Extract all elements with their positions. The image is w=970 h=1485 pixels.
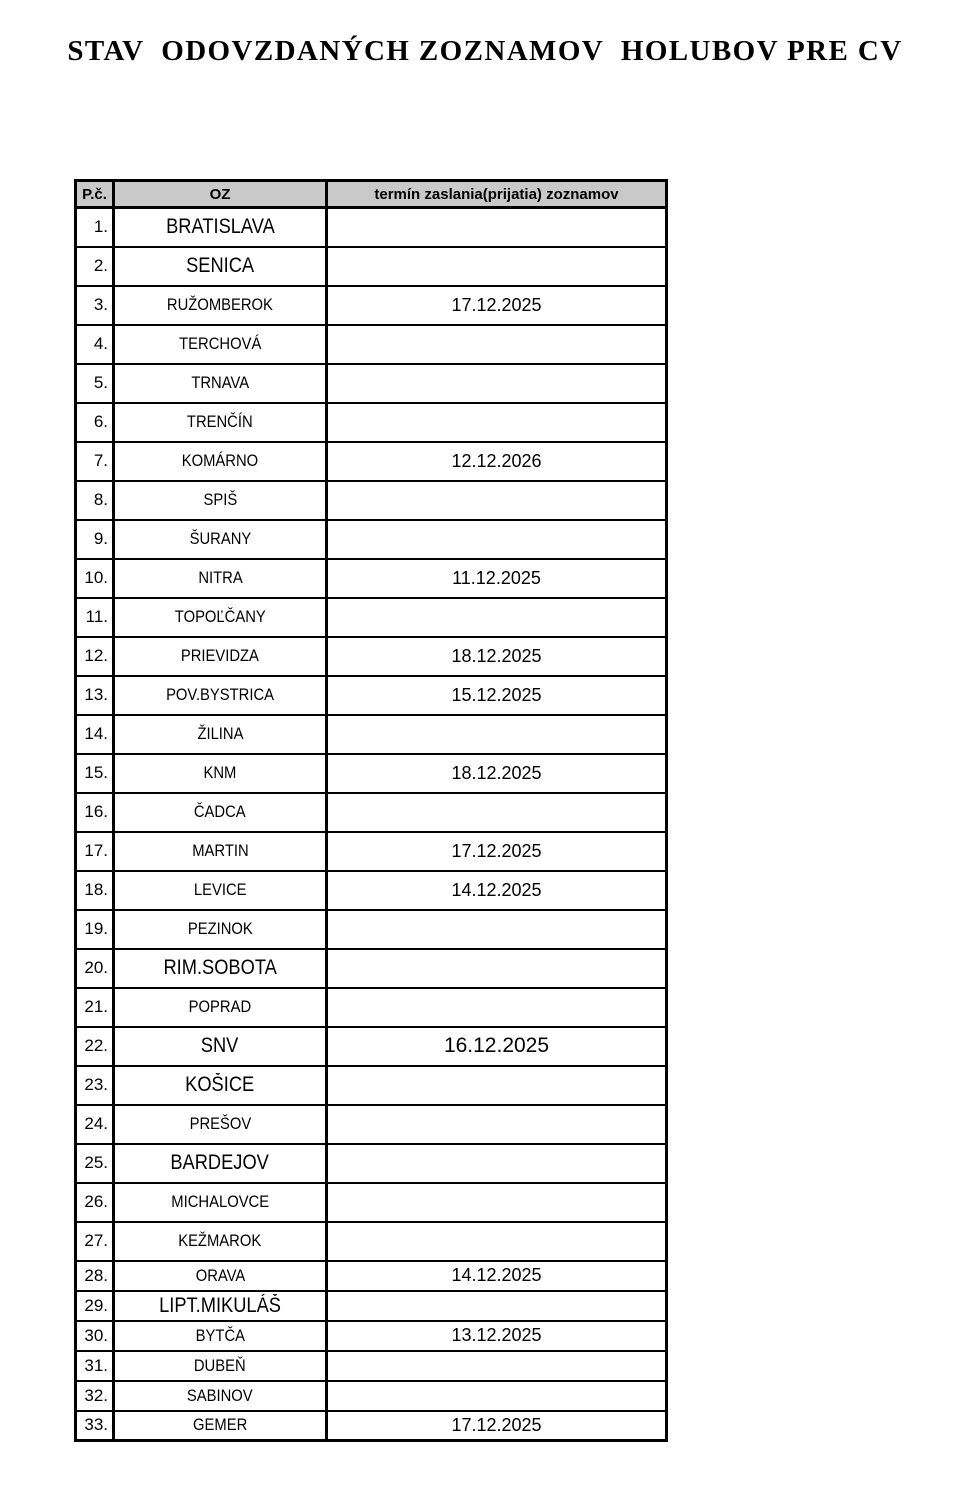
oz-name-text: SPIŠ [203, 490, 237, 509]
row-number: 4. [76, 325, 114, 364]
oz-name [114, 832, 327, 871]
oz-name-text: RUŽOMBEROK [166, 295, 274, 314]
oz-name [114, 1291, 327, 1321]
date-value [327, 988, 667, 1027]
row-number: 25. [76, 1144, 114, 1183]
oz-name [114, 676, 327, 715]
oz-name [114, 364, 327, 403]
date-value [327, 403, 667, 442]
row-number: 32. [76, 1381, 114, 1411]
date-value [327, 481, 667, 520]
date-value [327, 598, 667, 637]
oz-name [114, 1066, 327, 1105]
oz-name-text: SABINOV [187, 1385, 253, 1405]
oz-name [114, 1144, 327, 1183]
table-row [76, 1291, 667, 1321]
row-number: 30. [76, 1321, 114, 1351]
oz-name-text: LEVICE [193, 880, 247, 899]
oz-name [114, 1105, 327, 1144]
table-row [76, 910, 667, 949]
oz-name [114, 1261, 327, 1291]
date-value: 17.12.2025 [327, 286, 667, 325]
oz-name-text: KOŠICE [185, 1073, 255, 1096]
date-value [327, 208, 667, 247]
oz-name-text: MARTIN [191, 841, 249, 860]
row-number: 5. [76, 364, 114, 403]
table-row [76, 1222, 667, 1261]
date-value [327, 715, 667, 754]
oz-name-text: PEZINOK [187, 919, 253, 938]
date-value: 18.12.2025 [327, 637, 667, 676]
table-row [76, 949, 667, 988]
table-row [76, 520, 667, 559]
oz-name [114, 208, 327, 247]
date-value [327, 247, 667, 286]
table-row [76, 403, 667, 442]
header-oz: OZ [114, 181, 327, 208]
date-value: 17.12.2025 [327, 832, 667, 871]
header-date: termín zaslania(prijatia) zoznamov [327, 181, 667, 208]
table-body [76, 208, 667, 1441]
oz-name [114, 559, 327, 598]
row-number: 26. [76, 1183, 114, 1222]
row-number: 13. [76, 676, 114, 715]
oz-name-text: KOMÁRNO [181, 451, 259, 470]
date-value: 18.12.2025 [327, 754, 667, 793]
oz-name [114, 481, 327, 520]
oz-name [114, 637, 327, 676]
date-value: 14.12.2025 [327, 1261, 667, 1291]
oz-name [114, 403, 327, 442]
oz-name-text: SENICA [185, 254, 255, 277]
row-number: 24. [76, 1105, 114, 1144]
oz-name-text: NITRA [197, 568, 243, 587]
row-number: 1. [76, 208, 114, 247]
date-value: 13.12.2025 [327, 1321, 667, 1351]
oz-name-text: BARDEJOV [170, 1151, 270, 1174]
date-value [327, 1291, 667, 1321]
date-value: 16.12.2025 [327, 1027, 667, 1066]
oz-name-text: ORAVA [195, 1265, 245, 1285]
oz-name [114, 793, 327, 832]
oz-name-text: POV.BYSTRICA [166, 685, 274, 704]
oz-name [114, 949, 327, 988]
date-value [327, 1066, 667, 1105]
table-row [76, 1027, 667, 1066]
oz-name [114, 871, 327, 910]
row-number: 17. [76, 832, 114, 871]
row-number: 29. [76, 1291, 114, 1321]
oz-name-text: ČADCA [194, 802, 246, 821]
oz-name [114, 1381, 327, 1411]
table-row [76, 1381, 667, 1411]
date-value [327, 1144, 667, 1183]
header-num: P.č. [76, 181, 114, 208]
row-number: 31. [76, 1351, 114, 1381]
oz-name-text: TOPOĽČANY [174, 607, 266, 626]
oz-name [114, 598, 327, 637]
table-row [76, 637, 667, 676]
oz-name [114, 325, 327, 364]
oz-name-text: ŽILINA [196, 724, 244, 743]
oz-name-text: ŠURANY [189, 529, 251, 548]
table-row [76, 1261, 667, 1291]
row-number: 8. [76, 481, 114, 520]
oz-name-text: TERCHOVÁ [178, 334, 262, 353]
table-row [76, 1144, 667, 1183]
date-value [327, 520, 667, 559]
date-value [327, 949, 667, 988]
date-value [327, 1351, 667, 1381]
holubov-status-table [74, 179, 668, 1442]
row-number: 14. [76, 715, 114, 754]
table-row [76, 247, 667, 286]
row-number: 9. [76, 520, 114, 559]
oz-name-text: RIM.SOBOTA [163, 956, 277, 979]
table-row [76, 286, 667, 325]
row-number: 20. [76, 949, 114, 988]
oz-name [114, 754, 327, 793]
date-value: 11.12.2025 [327, 559, 667, 598]
oz-name-text: PREŠOV [189, 1114, 251, 1133]
row-number: 21. [76, 988, 114, 1027]
oz-name [114, 442, 327, 481]
oz-name-text: TRNAVA [191, 373, 249, 392]
date-value [327, 1222, 667, 1261]
oz-name [114, 1183, 327, 1222]
table-row [76, 208, 667, 247]
oz-name [114, 1351, 327, 1381]
date-value: 14.12.2025 [327, 871, 667, 910]
table-row [76, 715, 667, 754]
oz-name-text: TRENČÍN [187, 412, 253, 431]
oz-name-text: PRIEVIDZA [180, 646, 260, 665]
table-row [76, 559, 667, 598]
oz-name-text: KEŽMAROK [178, 1231, 262, 1250]
table-row [76, 1411, 667, 1441]
oz-name-text: KNM [203, 763, 237, 782]
oz-name-text: DUBEŇ [194, 1355, 246, 1375]
row-number: 10. [76, 559, 114, 598]
row-number: 16. [76, 793, 114, 832]
table-header [76, 181, 667, 208]
oz-name-text: SNV [201, 1034, 239, 1057]
row-number: 23. [76, 1066, 114, 1105]
oz-name [114, 1411, 327, 1441]
date-value: 12.12.2026 [327, 442, 667, 481]
oz-name-text: MICHALOVCE [171, 1192, 269, 1211]
table-row [76, 1105, 667, 1144]
table-row [76, 1066, 667, 1105]
row-number: 3. [76, 286, 114, 325]
oz-name [114, 247, 327, 286]
row-number: 18. [76, 871, 114, 910]
table-row [76, 1351, 667, 1381]
oz-name [114, 910, 327, 949]
row-number: 12. [76, 637, 114, 676]
date-value [327, 1381, 667, 1411]
date-value: 15.12.2025 [327, 676, 667, 715]
row-number: 22. [76, 1027, 114, 1066]
oz-name-text: BYTČA [195, 1325, 245, 1345]
oz-name [114, 286, 327, 325]
date-value [327, 910, 667, 949]
row-number: 11. [76, 598, 114, 637]
table-row [76, 481, 667, 520]
date-value [327, 1183, 667, 1222]
date-value [327, 325, 667, 364]
row-number: 19. [76, 910, 114, 949]
table-row [76, 1183, 667, 1222]
oz-name [114, 520, 327, 559]
oz-name [114, 1027, 327, 1066]
date-value [327, 793, 667, 832]
oz-name-text: LIPT.MIKULÁŠ [159, 1293, 281, 1317]
table-row [76, 364, 667, 403]
table-row [76, 832, 667, 871]
oz-name-text: POPRAD [188, 997, 252, 1016]
row-number: 28. [76, 1261, 114, 1291]
table-row [76, 871, 667, 910]
table-row [76, 1321, 667, 1351]
row-number: 6. [76, 403, 114, 442]
oz-name-text: GEMER [192, 1415, 248, 1435]
date-value: 17.12.2025 [327, 1411, 667, 1441]
date-value [327, 1105, 667, 1144]
oz-name [114, 1222, 327, 1261]
table-row [76, 988, 667, 1027]
table-row [76, 442, 667, 481]
row-number: 7. [76, 442, 114, 481]
table-row [76, 325, 667, 364]
row-number: 33. [76, 1411, 114, 1441]
table-row [76, 754, 667, 793]
table-row [76, 598, 667, 637]
header-row [76, 181, 667, 208]
row-number: 15. [76, 754, 114, 793]
page-title: STAV ODOVZDANÝCH ZOZNAMOV HOLUBOV PRE CV [67, 35, 903, 67]
oz-name [114, 715, 327, 754]
date-value [327, 364, 667, 403]
oz-name [114, 1321, 327, 1351]
row-number: 2. [76, 247, 114, 286]
row-number: 27. [76, 1222, 114, 1261]
oz-name [114, 988, 327, 1027]
oz-name-text: BRATISLAVA [165, 215, 275, 239]
table-row [76, 676, 667, 715]
table-row [76, 793, 667, 832]
